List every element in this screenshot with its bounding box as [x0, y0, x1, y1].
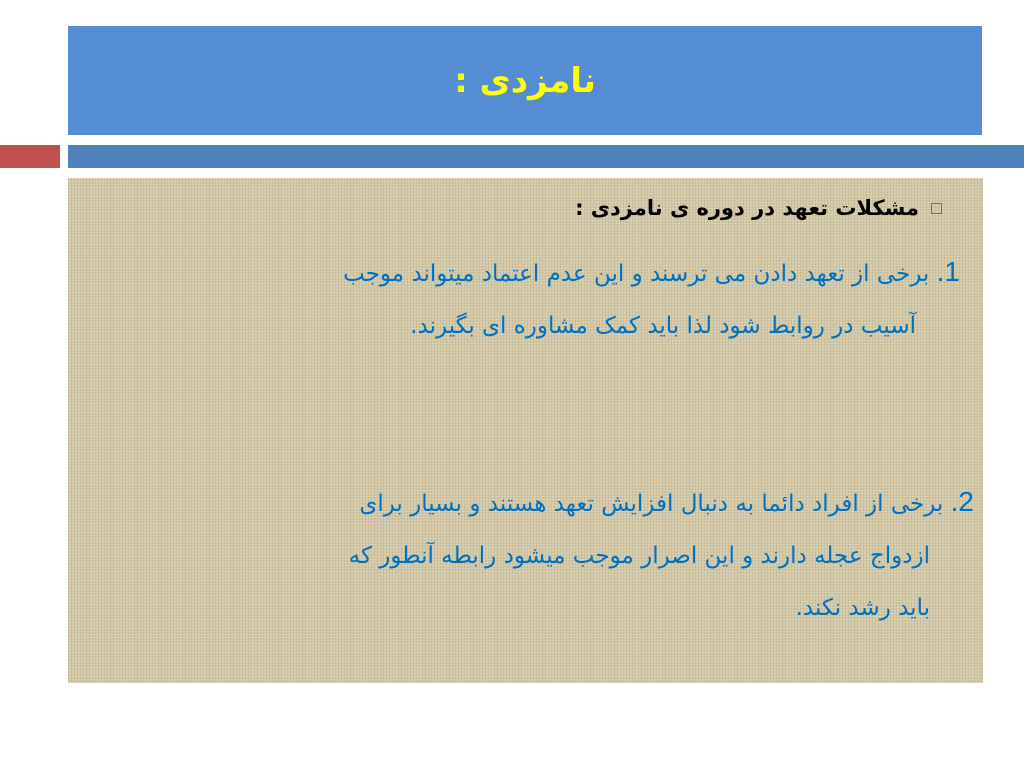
item-2-number: 2.	[950, 486, 974, 517]
item-2-line-1	[74, 476, 974, 530]
item-2-line-2: ازدواج عجله دارند و این اصرار موجب میشود رابطه آنطور که	[348, 543, 930, 569]
decorative-blue-rule	[68, 145, 1024, 168]
item-2-line-3: باید رشد نکند.	[795, 595, 930, 621]
item-1-line-1	[80, 246, 960, 300]
numbered-item-1	[80, 246, 960, 352]
content-box	[68, 178, 983, 683]
item-2-line-1-text: برخی از افراد دائما به دنبال افزایش تعهد هستند و بسیار برای	[359, 491, 944, 517]
item-1-line-1-text: برخی از تعهد دادن می ترسند و این عدم اعتماد میتواند موجب	[343, 261, 930, 287]
title-bar	[68, 26, 982, 135]
decorative-red-rule	[0, 145, 60, 168]
hollow-square-bullet-icon	[931, 203, 942, 214]
slide-title: نامزدی :	[454, 60, 596, 101]
item-1-line-2: آسیب در روابط شود لذا باید کمک مشاوره ای بگیرند.	[410, 313, 916, 339]
item-1-number: 1.	[936, 256, 960, 287]
numbered-item-2	[74, 476, 974, 634]
bullet-heading	[575, 196, 942, 220]
bullet-heading-text: مشکلات تعهد در دوره ی نامزدی :	[575, 196, 919, 220]
